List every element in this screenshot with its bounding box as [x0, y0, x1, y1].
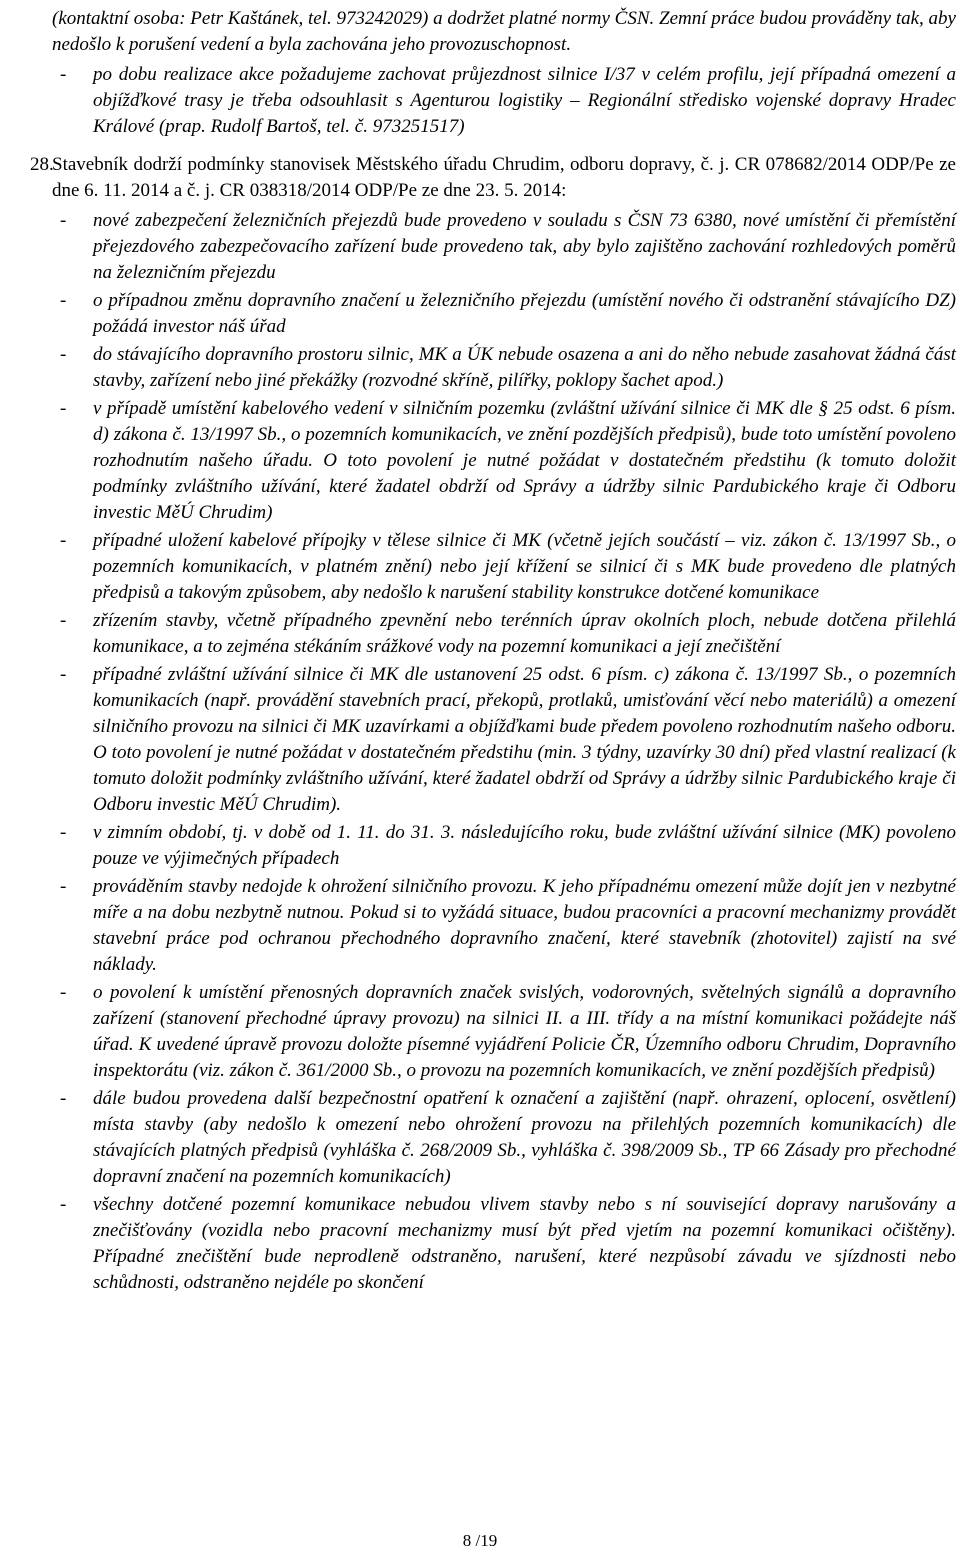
- list-item-text: po dobu realizace akce požadujeme zachovat průjezdnost silnice I/37 v celém profilu, její případná omezení a objížďkové trasy je třeba odsouhlasit s Agenturou logistiky – Regionální středisko vojenské dopravy Hradec Králové (prap. Rudolf Bartoš, tel. č. 973251517): [93, 64, 956, 137]
- dash-bullet: -: [60, 344, 67, 365]
- dash-bullet: -: [60, 1088, 67, 1109]
- dash-bullet: -: [60, 398, 67, 419]
- section-28: [30, 152, 956, 204]
- list-item: [52, 874, 956, 978]
- list-item-text: v případě umístění kabelového vedení v silničním pozemku (zvláštní užívání silnice či MK dle § 25 odst. 6 písm. d) zákona č. 13/1997 Sb., o pozemních komunikacích, ve znění pozdějších předpisů), bude toto umístění povoleno rozhodnutím našeho úřadu. O toto povolení je nutné požádat v dostatečném předstihu (k tomuto doložit podmínky zvláštního užívání, které žadatel obdrží od Správy a údržby silnic Pardubického kraje či Odboru investic MěÚ Chrudim): [93, 398, 956, 523]
- list-item-text: o případnou změnu dopravního značení u železničního přejezdu (umístění nového či odstranění stávajícího DZ) požádá investor náš úřad: [93, 290, 956, 337]
- document-page: [30, 6, 956, 1298]
- list-item-text: případné uložení kabelové přípojky v tělese silnice či MK (včetně jejích součástí – viz. zákon č. 13/1997 Sb., o pozemních komunikacích, v platném znění) nebo její křížení se silnicí či s MK bude provedeno dle platných předpisů a takovým způsobem, aby nedošlo k narušení stability konstrukce dotčené komunikace: [93, 530, 956, 603]
- dash-bullet: -: [60, 610, 67, 631]
- list-item-text: dále budou provedena další bezpečnostní opatření k označení a zajištění (např. ohrazení, oplocení, osvětlení) místa stavby (aby nedošlo k omezení nebo ohrožení provozu na přilehlých pozemních komunikacích) dle stávajících platných předpisů (vyhláška č. 268/2009 Sb., vyhláška č. 398/2009 Sb., TP 66 Zásady pro přechodné dopravní značení na pozemních komunikacích): [93, 1088, 956, 1187]
- dash-bullet: -: [60, 982, 67, 1003]
- dash-bullet: -: [60, 64, 67, 85]
- list-item-text: všechny dotčené pozemní komunikace nebudou vlivem stavby nebo s ní související dopravy narušovány a znečišťovány (vozidla nebo pracovní mechanizmy musí být před vjetím na pozemní komunikaci očištěny). Případné znečištění bude neprodleně odstraněno, narušení, které nezpůsobí závadu ve sjízdnosti nebo schůdnosti, odstraněno nejdéle po skončení: [93, 1194, 956, 1293]
- list-item: [52, 820, 956, 872]
- dash-bullet: -: [60, 876, 67, 897]
- dash-bullet: -: [60, 822, 67, 843]
- list-item: [52, 980, 956, 1084]
- list-item: [52, 608, 956, 660]
- list-item: [52, 396, 956, 526]
- dash-bullet: -: [60, 664, 67, 685]
- list-item-text: do stávajícího dopravního prostoru silnic, MK a ÚK nebude osazena a ani do něho nebude zasahovat žádná část stavby, zařízení nebo jiné překážky (rozvodné skříně, pilířky, poklopy šachet apod.): [93, 344, 956, 391]
- section-number: 28.: [30, 154, 54, 175]
- intro-paragraph: [52, 6, 956, 58]
- list-item: [52, 1192, 956, 1296]
- list-item-text: nové zabezpečení železničních přejezdů bude provedeno v souladu s ČSN 73 6380, nové umístění či přemístění přejezdového zabezpečovacího zařízení bude provedeno tak, aby bylo zajištěno zachování rozhledových poměrů na železničním přejezdu: [93, 210, 956, 283]
- list-item: [52, 288, 956, 340]
- dash-bullet: -: [60, 210, 67, 231]
- list-item: [52, 528, 956, 606]
- dash-bullet: -: [60, 290, 67, 311]
- list-item: [52, 208, 956, 286]
- conditions-list: [52, 208, 956, 1296]
- list-item-text: v zimním období, tj. v době od 1. 11. do 31. 3. následujícího roku, bude zvláštní užívání silnice (MK) povoleno pouze ve výjimečných případech: [93, 822, 956, 869]
- list-item-text: prováděním stavby nedojde k ohrožení silničního provozu. K jeho případnému omezení může dojít jen v nezbytné míře a na dobu nezbytně nutnou. Pokud si to vyžádá situace, budou pracovníci a pracovní mechanizmy provádět stavební práce pod ochranou přechodného dopravního značení, které stavebník (zhotovitel) zajistí na své náklady.: [93, 876, 956, 975]
- dash-bullet: -: [60, 1194, 67, 1215]
- list-item-text: zřízením stavby, včetně případného zpevnění nebo terénních úprav okolních ploch, nebude dotčena přilehlá komunikace, a to zejména stékáním srážkové vody na pozemní komunikaci a její znečištění: [93, 610, 956, 657]
- list-item: [52, 342, 956, 394]
- list-item: [52, 662, 956, 818]
- intro-text: (kontaktní osoba: Petr Kaštánek, tel. 973242029) a dodržet platné normy ČSN. Zemní práce budou prováděny tak, aby nedošlo k porušení vedení a byla zachována jeho provozuschopnost.: [52, 8, 956, 55]
- list-item: [52, 1086, 956, 1190]
- list-item-text: případné zvláštní užívání silnice či MK dle ustanovení 25 odst. 6 písm. c) zákona č. 13/1997 Sb., o pozemních komunikacích (např. provádění stavebních prací, překopů, protlaků, umisťování věcí nebo materiálů) a omezení silničního provozu na silnici či MK uzavírkami a objížďkami bude předem povoleno rozhodnutím našeho odboru. O toto povolení je nutné požádat v dostatečném předstihu (min. 3 týdny, uzavírky 30 dní) před vlastní realizací (k tomuto doložit podmínky zvláštního užívání, které žadatel obdrží od Správy a údržby silnic Pardubického kraje či Odboru investic MěÚ Chrudim).: [93, 664, 956, 815]
- dash-bullet: -: [60, 530, 67, 551]
- page-number: 8 /19: [462, 1531, 498, 1550]
- section-text: Stavebník dodrží podmínky stanovisek Městského úřadu Chrudim, odboru dopravy, č. j. CR 078682/2014 ODP/Pe ze dne 6. 11. 2014 a č. j. CR 038318/2014 ODP/Pe ze dne 23. 5. 2014:: [52, 154, 956, 201]
- list-item: [52, 62, 956, 140]
- list-item-text: o povolení k umístění přenosných dopravních značek svislých, vodorovných, světelných signálů a dopravního zařízení (stanovení přechodné úpravy provozu) na silnici II. a III. třídy a na místní komunikaci požádejte náš úřad. K uvedené úpravě provozu doložte písemné vyjádření Policie ČR, Územního odboru Chrudim, Dopravního inspektorátu (viz. zákon č. 361/2000 Sb., o provozu na pozemních komunikacích, ve znění pozdějších předpisů): [93, 982, 956, 1081]
